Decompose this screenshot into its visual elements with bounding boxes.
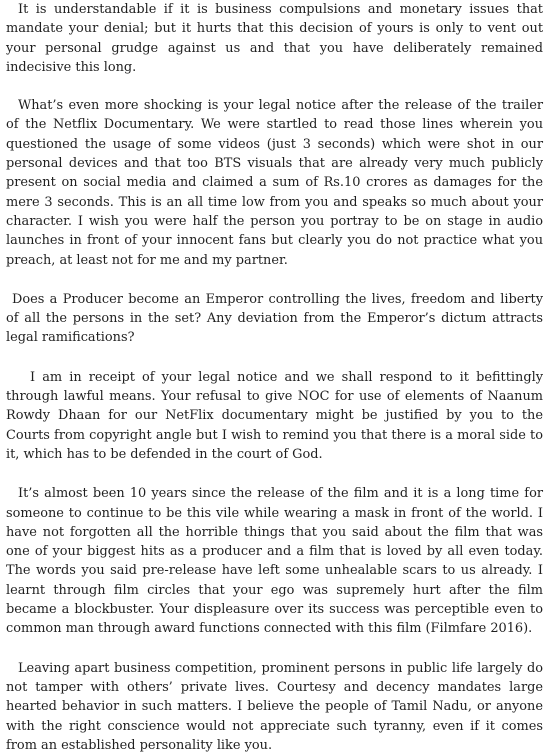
paragraph-6: Leaving apart business competition, prominent persons in public life largely do not tamper with others’ private lives. Courtesy and decency mandates large hearted behavior in such matters. I believe the people of Tamil Nadu, or anyone with the right conscience would not appreciate such tyranny, even if it comes from an established personality like you.	[6, 660, 543, 753]
paragraph-3: Does a Producer become an Emperor controlling the lives, freedom and liberty of all the persons in the set? Any deviation from the Emperor’s dictum attracts legal ramifications?	[6, 291, 543, 346]
paragraph-4: I am in receipt of your legal notice and we shall respond to it befittingly through lawful means. Your refusal to give NOC for use of elements of Naanum Rowdy Dhaan for our NetFlix documentary might be justified by you to the Courts from copyright angle but I wish to remind you that there is a moral side to it, which has to be defended in the court of God.	[6, 369, 543, 462]
paragraph-5: It’s almost been 10 years since the release of the film and it is a long time for someone to continue to be this vile while wearing a mask in front of the world. I have not forgotten all the horrible things that you said about the film that was one of your biggest hits as a producer and a film that is loved by all even today. The words you said pre-release have left some unhealable scars to us already. I learnt through film circles that your ego was supremely hurt after the film became a blockbuster. Your displeasure over its success was perceptible even to common man through award functions connected with this film (Filmfare 2016).	[6, 486, 543, 637]
paragraph-2: What’s even more shocking is your legal notice after the release of the trailer of the Netflix Documentary. We were startled to read those lines wherein you questioned the usage of some videos (just 3 seconds) which were shot in our personal devices and that too BTS visuals that are already very much publicly present on social media and claimed a sum of Rs.10 crores as damages for the mere 3 seconds. This is an all time low from you and speaks so much about your character. I wish you were half the person you portray to be on stage in audio launches in front of your innocent fans but clearly you do not practice what you preach, at least not for me and my partner.	[6, 98, 543, 268]
letter-body	[6, 0, 543, 755]
paragraph-1: It is understandable if it is business compulsions and monetary issues that mandate your denial; but it hurts that this decision of yours is only to vent out your personal grudge against us and that you have deliberately remained indecisive this long.	[6, 2, 543, 75]
